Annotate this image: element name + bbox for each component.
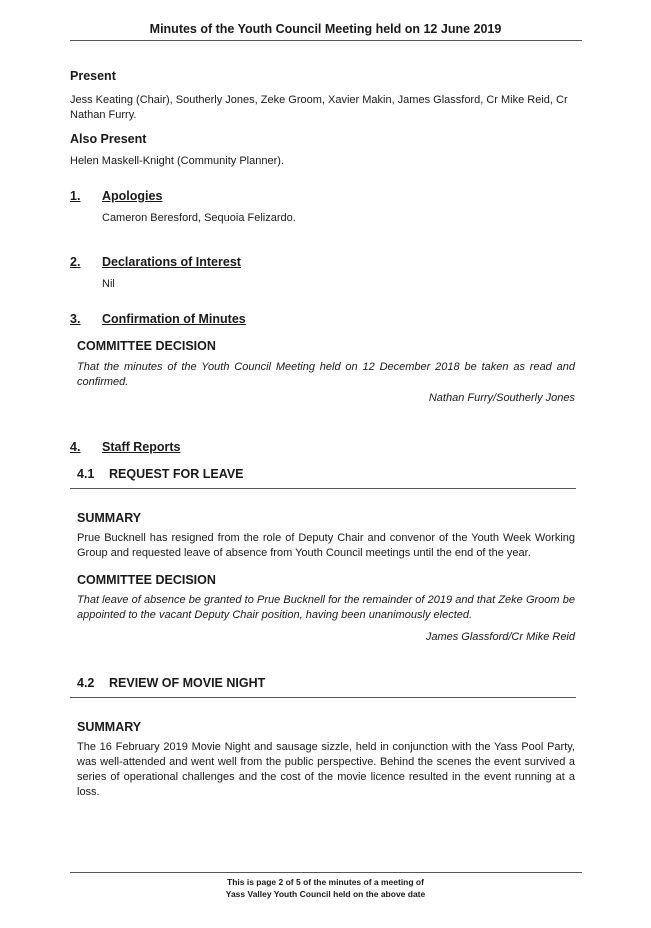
report-4-1-heading xyxy=(70,467,576,489)
report-4-2-body xyxy=(77,720,575,800)
confirmation-committee-decision xyxy=(77,339,575,406)
also-present-list: Helen Maskell-Knight (Community Planner). xyxy=(70,155,284,167)
item-number: 1. xyxy=(70,189,81,203)
item-confirmation-heading xyxy=(70,312,582,326)
footer-rule xyxy=(70,872,582,873)
report-number: 4.1 xyxy=(77,467,95,481)
moved-seconded: James Glassford/Cr Mike Reid xyxy=(425,631,575,643)
footer-line-2: Yass Valley Youth Council held on the above date xyxy=(225,889,426,899)
page-footer xyxy=(0,876,651,900)
item-declarations-heading xyxy=(70,255,582,269)
apologies-text: Cameron Beresford, Sequoia Felizardo. xyxy=(102,212,296,224)
summary-text: The 16 February 2019 Movie Night and sausage sizzle, held in conjunction with the Yass Pool Party, was well-attended and went well from the public perspective. Behind the scenes the event survived a series of operational challenges and the cost of the movie licence resulted in the event running at a loss. xyxy=(77,741,575,798)
committee-decision-text: That the minutes of the Youth Council Meeting held on 12 December 2018 be taken as read and confirmed. xyxy=(77,361,575,388)
item-title: Declarations of Interest xyxy=(102,255,241,269)
summary-heading: SUMMARY xyxy=(77,511,142,525)
summary-heading: SUMMARY xyxy=(77,720,142,734)
report-number: 4.2 xyxy=(77,676,95,690)
committee-decision-heading: COMMITTEE DECISION xyxy=(77,339,216,353)
page-header-title: Minutes of the Youth Council Meeting held on 12 June 2019 xyxy=(149,22,502,36)
item-title: Apologies xyxy=(102,189,163,203)
report-title: REVIEW OF MOVIE NIGHT xyxy=(109,676,266,690)
header-rule xyxy=(70,40,582,41)
item-title: Confirmation of Minutes xyxy=(102,312,246,326)
present-list: Jess Keating (Chair), Southerly Jones, Zeke Groom, Xavier Makin, James Glassford, Cr Mike Reid, Cr Nathan Furry. xyxy=(70,94,568,121)
footer-line-1: This is page 2 of 5 of the minutes of a meeting of xyxy=(227,877,424,887)
declarations-text: Nil xyxy=(102,278,115,290)
item-number: 3. xyxy=(70,312,81,326)
item-title: Staff Reports xyxy=(102,440,181,454)
committee-decision-heading: COMMITTEE DECISION xyxy=(77,573,216,587)
committee-decision-text: That leave of absence be granted to Prue Bucknell for the remainder of 2019 and that Zeke Groom be appointed to the vacant Deputy Chair position, having been unanimously elected. xyxy=(77,594,575,621)
report-title: REQUEST FOR LEAVE xyxy=(109,467,244,481)
present-heading: Present xyxy=(70,69,116,83)
item-staff-reports-heading xyxy=(70,440,582,454)
item-apologies-heading xyxy=(70,189,582,203)
report-4-2-heading xyxy=(70,676,576,698)
minutes-content xyxy=(70,69,582,800)
also-present-heading: Also Present xyxy=(70,132,147,146)
item-number: 4. xyxy=(70,440,81,454)
item-number: 2. xyxy=(70,255,81,269)
moved-seconded: Nathan Furry/Southerly Jones xyxy=(428,392,575,404)
summary-text: Prue Bucknell has resigned from the role of Deputy Chair and convenor of the Youth Week Working Group and requested leave of absence from Youth Council meetings until the end of the year. xyxy=(77,532,575,559)
report-4-1-body xyxy=(77,511,575,645)
